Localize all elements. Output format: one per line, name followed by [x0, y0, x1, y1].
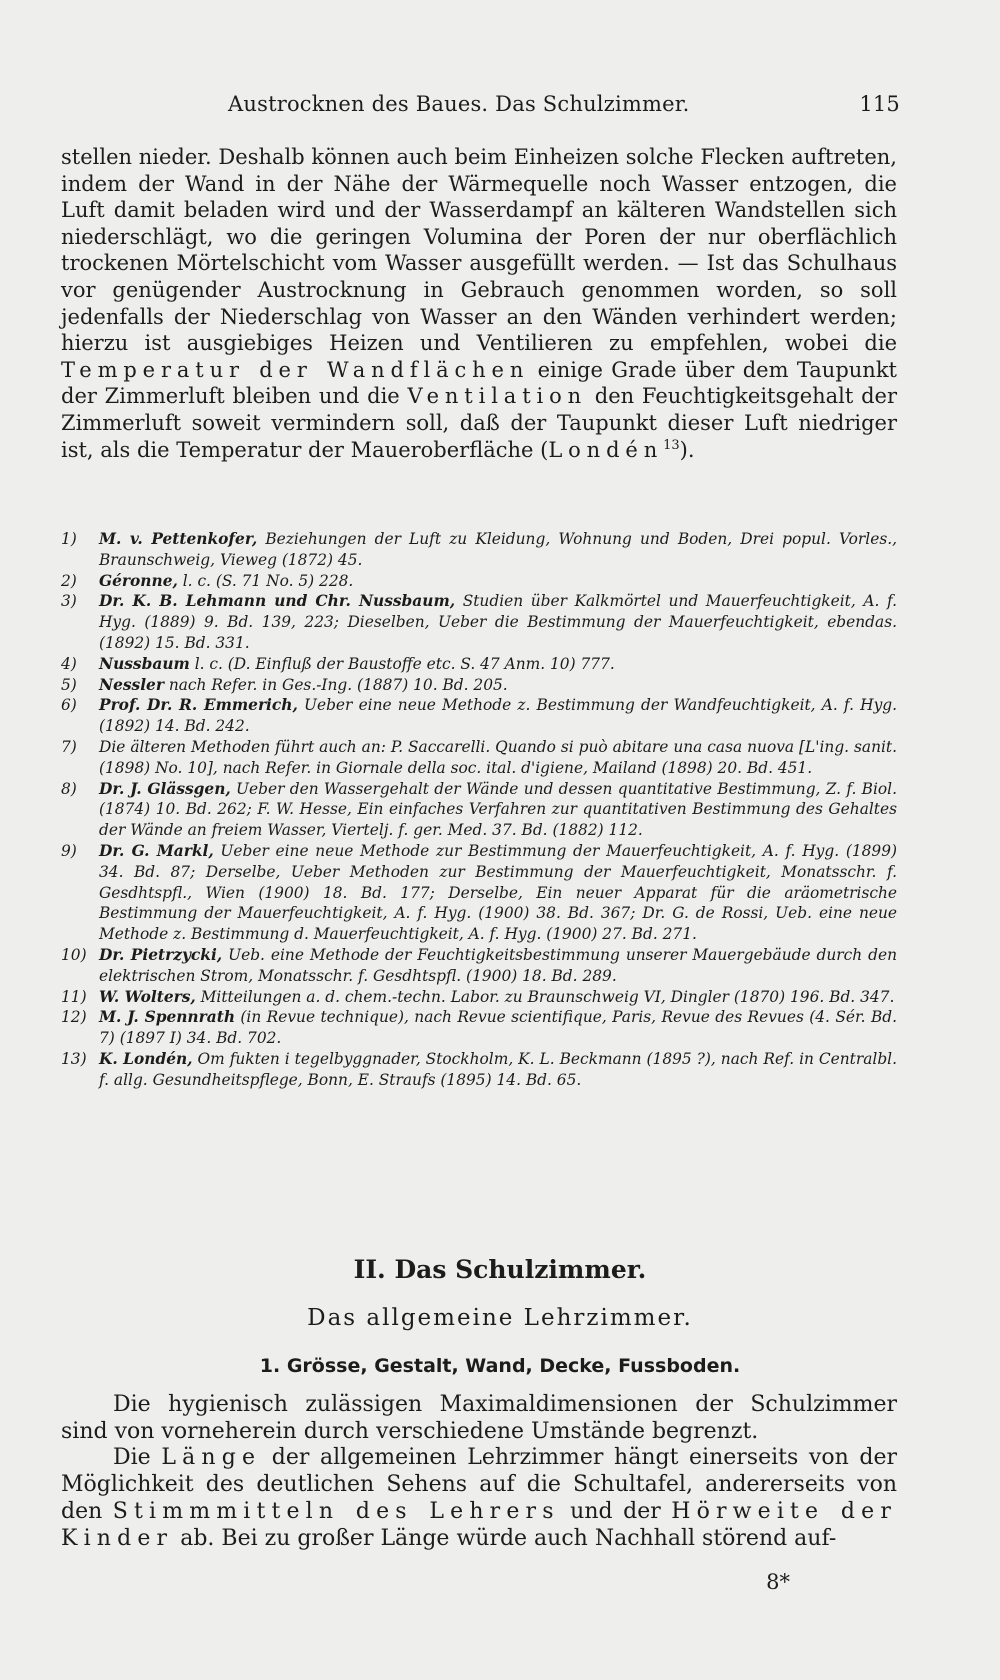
section-title: II. Das Schulzimmer.: [353, 1255, 647, 1284]
footnote-number: 7): [61, 737, 77, 756]
text-run: der allgemeinen Lehrzimmer hängt einerseits von der Möglichkeit des deutlichen Sehens auf die Schultafel, andererseits von den: [61, 1445, 897, 1524]
footnote-number: 10): [61, 945, 87, 964]
footnote-author: Dr. Pietrzycki,: [99, 945, 223, 964]
footnote-text: [99, 654, 897, 675]
footnote-number: 6): [61, 696, 77, 715]
footnote-body: Ueber den Wassergehalt der Wände und dessen quantitative Bestimmung, Z. f. Biol. (1874) 10. Bd. 262; F. W. Hesse, Ein einfaches Verfahren zur quantitativen Bestimmung des Gehaltes der Wände an freiem Wasser, Viertelj. f. ger. Med. 37. Bd. (1882) 112.: [99, 779, 897, 840]
footnote-body: Ueb. eine Methode der Feuchtigkeitsbestimmung unserer Mauergebäude durch den elektrischen Strom, Monatsschr. f. Gesdhtspfl. (1900) 18. Bd. 289.: [99, 945, 897, 985]
paragraph-1: [61, 144, 897, 463]
text-run: und der: [559, 1498, 672, 1524]
footnote-2: [61, 571, 897, 592]
footnote-author: M. J. Spennrath: [99, 1008, 236, 1027]
footnote-text: [99, 529, 897, 571]
spaced-text: Hörweite der Kinder: [61, 1498, 897, 1551]
footnote-body: Om fukten i tegelbyggnader, Stockholm, K. L. Beckmann (1895 ?), nach Ref. in Centralbl. f. allg. Gesundheitspflege, Bonn, E. Straufs (1895) 14. Bd. 65.: [99, 1049, 897, 1089]
footnote-7: [61, 737, 897, 779]
spaced-text: Stimmmitteln des Lehrers: [112, 1498, 560, 1524]
footnote-12: [61, 1007, 897, 1049]
text-run: den Feuchtigkeitsgehalt der Zimmerluft soweit vermindern soll, daß der Taupunkt dieser Luft niedriger ist, als die Temperatur der Maueroberfläche (: [61, 384, 897, 462]
footnote-text: [99, 675, 897, 696]
spaced-text: Londén: [548, 437, 664, 462]
footnote-author: Dr. J. Glässgen,: [99, 779, 231, 798]
footnote-author: Géronne,: [99, 571, 178, 590]
signature-mark: 8*: [766, 1570, 790, 1594]
footnote-author: K. Londén,: [99, 1049, 193, 1068]
footnote-body: (in Revue technique), nach Revue scientifique, Paris, Revue des Revues (4. Sér. Bd. 7) (1897 I) 34. Bd. 702.: [99, 1008, 897, 1048]
footnote-number: 8): [61, 779, 77, 798]
footnote-author: Nussbaum: [99, 654, 190, 673]
paragraph-2: Die hygienisch zulässigen Maximaldimensionen der Schulzimmer sind von vorneherein durch verschiedene Umstände begrenzt.: [61, 1392, 897, 1444]
footnote-body: l. c. (S. 71 No. 5) 228.: [177, 571, 354, 590]
section-body: [61, 1392, 897, 1552]
footnote-number: 9): [61, 841, 77, 860]
spaced-text: Temperatur der Wandflächen: [61, 357, 530, 382]
spaced-text: Ventilation: [407, 384, 588, 409]
footnote-author: Nessler: [99, 675, 164, 694]
footnote-number: 5): [61, 675, 77, 694]
footnote-author: M. v. Pettenkofer,: [99, 530, 258, 548]
footnote-1: [61, 529, 897, 571]
text-run: ).: [679, 437, 695, 462]
text-run: einige Grade über dem Taupunkt der Zimmerluft bleiben und die: [61, 357, 897, 409]
footnote-body: Ueber eine neue Methode z. Bestimmung der Wandfeuchtigkeit, A. f. Hyg. (1892) 14. Bd. 242.: [99, 696, 898, 736]
footnote-8: [61, 779, 897, 841]
page-number: 115: [859, 92, 900, 116]
footnote-text: [99, 591, 897, 653]
footnote-11: [61, 987, 897, 1008]
footnote-3: [61, 591, 897, 653]
footnote-number: 4): [61, 654, 77, 673]
spaced-text: Länge: [161, 1445, 262, 1471]
footnote-text: [99, 1007, 897, 1049]
footnote-text: [99, 571, 897, 592]
footnote-body: Studien über Kalkmörtel und Mauerfeuchtigkeit, A. f. Hyg. (1889) 9. Bd. 139, 223; Dieselben, Ueber die Bestimmung der Mauerfeuchtigkeit, ebendas. (1892) 15. Bd. 331.: [99, 592, 897, 652]
footnote-9: [61, 841, 897, 945]
main-paragraph: [61, 144, 897, 463]
running-header: [228, 92, 900, 116]
footnote-body: nach Refer. in Ges.-Ing. (1887) 10. Bd. 205.: [163, 675, 508, 694]
footnote-author: Dr. G. Markl,: [99, 841, 214, 860]
footnote-text: [99, 1049, 897, 1091]
footnote-text: [99, 945, 897, 987]
footnote-6: [61, 695, 897, 737]
footnote-number: 12): [61, 1008, 87, 1027]
footnote-body: Beziehungen der Luft zu Kleidung, Wohnung und Boden, Drei popul. Vorles., Braunschweig, Vieweg (1872) 45.: [99, 530, 898, 569]
subsection-heading: 1. Grösse, Gestalt, Wand, Decke, Fussboden.: [259, 1355, 741, 1377]
footnotes: [61, 529, 897, 1091]
section-subtitle: Das allgemeine Lehrzimmer.: [307, 1305, 693, 1331]
footnote-text: [99, 987, 897, 1008]
footnote-4: [61, 654, 897, 675]
running-title: Austrocknen des Baues. Das Schulzimmer.: [228, 92, 690, 116]
footnote-text: [99, 695, 897, 737]
footnote-number: 11): [61, 987, 87, 1006]
footnote-number: 1): [61, 530, 77, 548]
footnote-author: W. Wolters,: [99, 987, 196, 1006]
footnote-text: [99, 779, 897, 841]
paragraph-3: [61, 1445, 897, 1552]
text-run: Die: [113, 1445, 162, 1471]
text-run: ab. Bei zu großer Länge würde auch Nachhall störend auf-: [173, 1525, 837, 1551]
footnote-text: [99, 737, 897, 779]
footnote-author: Dr. K. B. Lehmann und Chr. Nussbaum,: [99, 592, 456, 611]
footnote-body: l. c. (D. Einfluß der Baustoffe etc. S. 47 Anm. 10) 777.: [189, 654, 615, 673]
footnote-author: Prof. Dr. R. Emmerich,: [99, 696, 298, 715]
footnote-number: 2): [61, 571, 77, 590]
footnote-10: [61, 945, 897, 987]
footnote-body: Ueber eine neue Methode zur Bestimmung der Mauerfeuchtigkeit, A. f. Hyg. (1899) 34. Bd. 87; Derselbe, Ueber Methoden zur Bestimmung der Mauerfeuchtigkeit, Monatsschr. f. Gesdhtspfl., Wien (1900) 18. Bd. 177; Derselbe, Ein neuer Apparat für die aräometrische Bestimmung der Mauerfeuchtigkeit, A. f. Hyg. (1900) 38. Bd. 367; Dr. G. de Rossi, Ueb. eine neue Methode z. Bestimmung d. Mauerfeuchtigkeit, A. f. Hyg. (1900) 27. Bd. 271.: [99, 841, 897, 944]
footnote-ref: 13: [663, 437, 680, 453]
footnote-13: [61, 1049, 897, 1091]
footnote-number: 13): [61, 1049, 87, 1068]
footnote-body: Mitteilungen a. d. chem.-techn. Labor. zu Braunschweig VI, Dingler (1870) 196. Bd. 347.: [195, 987, 895, 1006]
text-run: stellen nieder. Deshalb können auch beim Einheizen solche Flecken auftreten, indem der Wand in der Nähe der Wärmequelle noch Wasser entzogen, die Luft damit beladen wird und der Wasserdampf an kälteren Wandstellen sich niederschlägt, wo die geringen Volumina der Poren der nur oberflächlich trockenen Mörtelschicht vom Wasser ausgefüllt werden. — Ist das Schulhaus vor genügender Austrocknung in Gebrauch genommen worden, so soll jedenfalls der Niederschlag von Wasser an den Wänden verhindert werden; hierzu ist ausgiebiges Heizen und Ventilieren zu empfehlen, wobei die: [61, 145, 897, 356]
footnote-body: Die älteren Methoden führt auch an: P. Saccarelli. Quando si può abitare una casa nuova [L'ing. sanit. (1898) No. 10], nach Refer. in Giornale della soc. ital. d'igiene, Mailand (1898) 20. Bd. 451.: [99, 737, 897, 777]
footnote-5: [61, 675, 897, 696]
footnote-text: [99, 841, 897, 945]
footnote-number: 3): [61, 592, 77, 611]
